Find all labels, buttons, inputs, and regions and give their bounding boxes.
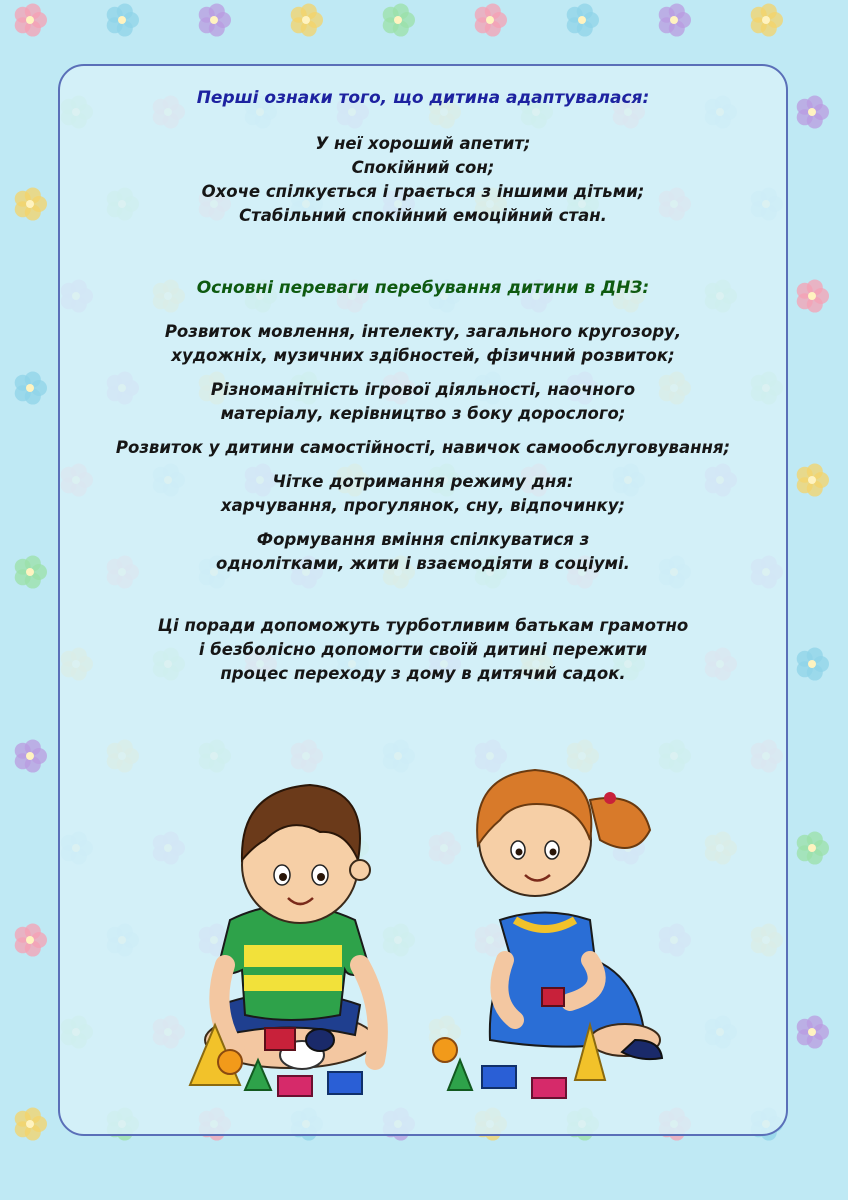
adaptation-item: Спокійний сон; [351,158,495,177]
flower-icon [291,3,323,36]
advantage-line: харчування, прогулянок, сну, відпочинку; [220,496,626,515]
flower-icon [797,1015,829,1048]
closing-line: процес переходу з дому в дитячий садок. [220,664,626,683]
advantage-item [58,528,788,576]
flower-icon [751,3,783,36]
adaptation-heading: Перші ознаки того, що дитина адаптувалася: [196,88,650,108]
boy-icon [205,785,378,1069]
flower-icon [797,831,829,864]
closing-paragraph [58,614,788,686]
children-playing-illustration [170,740,670,1110]
adaptation-item: Стабільний спокійний емоційний стан. [239,206,607,225]
closing-line: Ці поради допоможуть турботливим батькам грамотно [157,616,689,635]
flower-icon [107,3,139,36]
advantage-line: однолітками, жити і взаємодіяти в соціумі. [216,554,630,573]
advantage-item [58,436,788,460]
advantage-line: Чітке дотримання режиму дня: [272,472,574,491]
adaptation-item: Охоче спілкується і грається з іншими дітьми; [201,182,645,201]
adaptation-list [58,132,788,228]
flower-icon [797,647,829,680]
advantage-line: Різноманітність ігрової діяльності, наочного [210,380,636,399]
flower-icon [383,3,415,36]
girl-icon [477,770,662,1059]
flower-icon [15,371,47,404]
flower-icon [15,187,47,220]
flower-icon [567,3,599,36]
advantage-line: матеріалу, керівництво з боку дорослого; [220,404,626,423]
flower-icon [797,463,829,496]
flower-icon [659,3,691,36]
content-text [58,86,788,686]
advantage-line: художніх, музичних здібностей, фізичний розвиток; [171,346,675,365]
flower-icon [797,279,829,312]
flower-icon [15,923,47,956]
adaptation-item: У неї хороший апетит; [315,134,531,153]
closing-line: і безболісно допомогти своїй дитині пережити [198,640,648,659]
flower-icon [15,555,47,588]
flower-icon [475,3,507,36]
flower-icon [15,1107,47,1140]
advantage-item [58,470,788,518]
advantages-heading: Основні переваги перебування дитини в ДНЗ: [196,278,650,298]
flower-icon [15,739,47,772]
advantage-line: Формування вміння спілкуватися з [256,530,590,549]
advantage-item [58,378,788,426]
advantage-item [58,320,788,368]
advantage-line: Розвиток мовлення, інтелекту, загального кругозору, [164,322,682,341]
advantage-line: Розвиток у дитини самостійності, навичок самообслуговування; [115,438,731,457]
flower-icon [199,3,231,36]
flower-icon [15,3,47,36]
flower-icon [797,95,829,128]
